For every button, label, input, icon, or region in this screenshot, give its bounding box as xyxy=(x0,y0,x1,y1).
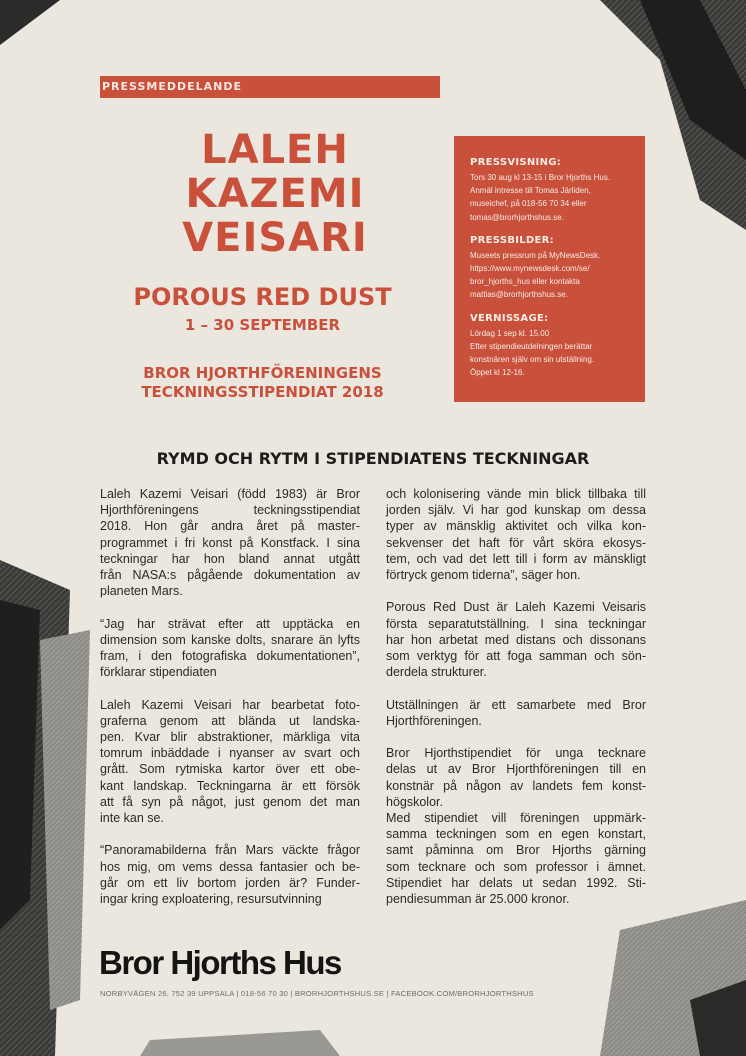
document-type-tag: PRESSMEDDELANDE xyxy=(100,76,440,98)
body-line: Hjorthföreningens teckningsstipendiat xyxy=(100,503,360,518)
section-heading: PRESSVISNING: xyxy=(470,157,562,168)
body-line: går om ett liv bortom jorden är? Funder- xyxy=(100,875,360,890)
info-line: Öppet kl 12-16. xyxy=(470,368,525,378)
body-line: planeten Mars. xyxy=(100,584,183,599)
body-line: grått. Som rytmiska kartor över ett obe- xyxy=(100,762,360,777)
info-line: Museets pressrum på MyNewsDesk. xyxy=(470,250,601,260)
body-line: Med stipendiet vill föreningen uppmärk- xyxy=(386,811,646,826)
body-line: fram, i den fotografiska dokumentationen”, xyxy=(100,649,360,664)
body-line: och kolonisering vände min blick tillbaka till xyxy=(386,487,646,501)
body-line: förklarar stipendiaten xyxy=(100,665,217,680)
body-line: jorden själv. Vi har god kunskap om dessa xyxy=(386,503,646,518)
press-images-section xyxy=(470,234,635,302)
body-line: Utställningen är ett samarbete med Bror xyxy=(386,697,646,712)
artist-name-line: VEISARI xyxy=(182,215,368,261)
body-paragraph xyxy=(386,697,646,729)
body-column-left xyxy=(100,486,360,923)
body-line: från NASA:s pågående dokumentation av xyxy=(100,568,360,583)
body-line: har hon arbetat med distans och dissonans xyxy=(386,632,646,647)
exhibition-dates: 1 – 30 SEPTEMBER xyxy=(184,316,341,334)
info-line: Anmäl intresse till Tomas Järliden, xyxy=(470,186,591,196)
body-paragraph xyxy=(100,842,360,907)
body-line: hos mig, om vems dessa fantasier och be- xyxy=(100,859,360,874)
body-line: sekvenser det haft för vårt sköra ekosys- xyxy=(386,535,646,550)
press-info-box xyxy=(454,136,645,402)
body-line: Laleh Kazemi Veisari har bearbetat foto- xyxy=(100,697,360,712)
body-line: första separatutställning. I sina teckningar xyxy=(386,616,646,631)
press-viewing-section xyxy=(470,156,635,224)
section-heading: PRESSBILDER: xyxy=(470,234,554,246)
body-line: Laleh Kazemi Veisari (född 1983) är Bror xyxy=(100,487,360,501)
body-line: ingar kring exploatering, resursutvinning xyxy=(100,892,322,907)
body-line: “Jag har strävat efter att upptäcka en xyxy=(100,616,360,631)
info-line: Tors 30 aug kl 13-15 i Bror Hjorths Hus. xyxy=(470,173,611,182)
url-link[interactable]: bror_hjorths_hus eller kontakta xyxy=(470,277,580,287)
body-line: pen. Kvar blir abstraktioner, märkliga vita xyxy=(100,730,360,745)
artist-name-line: LALEH xyxy=(201,127,349,173)
body-column-right xyxy=(386,486,646,923)
body-line: tomrum inbäddade i nyanser av svart och xyxy=(100,746,360,761)
email-link[interactable]: mattias@brorhjorthshus.se. xyxy=(470,290,568,300)
body-paragraph xyxy=(100,616,360,681)
body-line: som tecknare och som professor i ämnet. xyxy=(386,859,646,874)
body-line: “Panoramabilderna från Mars väckte frågor xyxy=(100,843,360,858)
body-paragraph xyxy=(386,745,646,810)
article-subheading: RYMD OCH RYTM I STIPENDIATENS TECKNINGAR xyxy=(156,449,590,468)
info-line: Lördag 1 sep kl. 15.00 xyxy=(470,328,550,338)
email-link[interactable]: tomas@brorhjorthshus.se. xyxy=(470,212,564,222)
body-line: tem, och vad det lett till i form av mänskligt xyxy=(386,551,646,566)
body-line: 2018. Hon går andra året på master- xyxy=(100,519,360,534)
info-line: Efter stipendieutdelningen berättar xyxy=(470,341,593,351)
body-line: graferna genom att blända ut landska- xyxy=(100,713,360,728)
artist-name-line: KAZEMI xyxy=(185,171,365,217)
info-line: konstnären själv om sin utställning. xyxy=(470,355,595,365)
contact-footer: NORBYVÄGEN 26, 752 39 UPPSALA | 018-56 70 30 | BRORHJORTHSHUS.SE | FACEBOOK.COM/BRORHJORTHSHUS xyxy=(100,989,534,998)
museum-logo: Bror Hjorths Hus xyxy=(99,944,341,981)
section-heading: VERNISSAGE: xyxy=(470,312,549,324)
body-line: kant landskap. Teckningarna är ett försök xyxy=(100,778,360,793)
body-line: derdela strukturer. xyxy=(386,665,487,680)
info-line: museichef, på 018-56 70 34 eller xyxy=(470,199,587,209)
exhibition-subtitle xyxy=(100,364,425,402)
body-line: Stipendiet har delats ut sedan 1992. Sti- xyxy=(386,875,646,890)
body-line: programmet i fri konst på Konstfack. I sina xyxy=(100,535,360,550)
vernissage-section xyxy=(470,312,635,380)
body-line: Bror Hjorthstipendiet för unga tecknare xyxy=(386,746,646,761)
body-line: att få syn på något, just genom det man xyxy=(100,794,360,809)
body-line: Porous Red Dust är Laleh Kazemi Veisaris xyxy=(386,600,646,615)
body-line: högskolor. xyxy=(386,794,443,809)
artist-name xyxy=(100,128,450,260)
body-line: förtryck genom tiderna”, säger hon. xyxy=(386,568,581,583)
body-paragraph xyxy=(100,486,360,599)
body-line: pendiesumman är 25.000 kronor. xyxy=(386,892,570,907)
body-line: som verktyg för att foga samman och sön- xyxy=(386,649,646,664)
body-line: Hjorthföreningen. xyxy=(386,713,482,728)
body-line: konstnär på någon av landets fem konst- xyxy=(386,778,646,793)
body-line: inte kan se. xyxy=(100,811,164,826)
body-paragraph xyxy=(386,810,646,907)
subtitle-line: BROR HJORTHFÖRENINGENS xyxy=(143,364,382,382)
body-line: delas ut av Bror Hjorthföreningen till en xyxy=(386,762,646,777)
body-line: teckningar har hon bland annat utgått xyxy=(100,551,360,566)
body-paragraph xyxy=(386,486,646,583)
body-paragraph xyxy=(100,697,360,827)
body-paragraph xyxy=(386,599,646,680)
body-line: typer av mänsklig aktivitet och vilka kon- xyxy=(386,519,646,534)
body-line: samma teckningen som en egen konstart, xyxy=(386,827,646,842)
url-link[interactable]: https://www.mynewsdesk.com/se/ xyxy=(470,264,590,274)
body-line: samt påminna om Bror Hjorths gärning xyxy=(386,843,646,858)
body-line: dimension som kanske dolts, snarare än lyfts xyxy=(100,632,360,647)
exhibition-title: POROUS RED DUST xyxy=(133,283,392,311)
subtitle-line: TECKNINGSSTIPENDIAT 2018 xyxy=(141,383,384,401)
